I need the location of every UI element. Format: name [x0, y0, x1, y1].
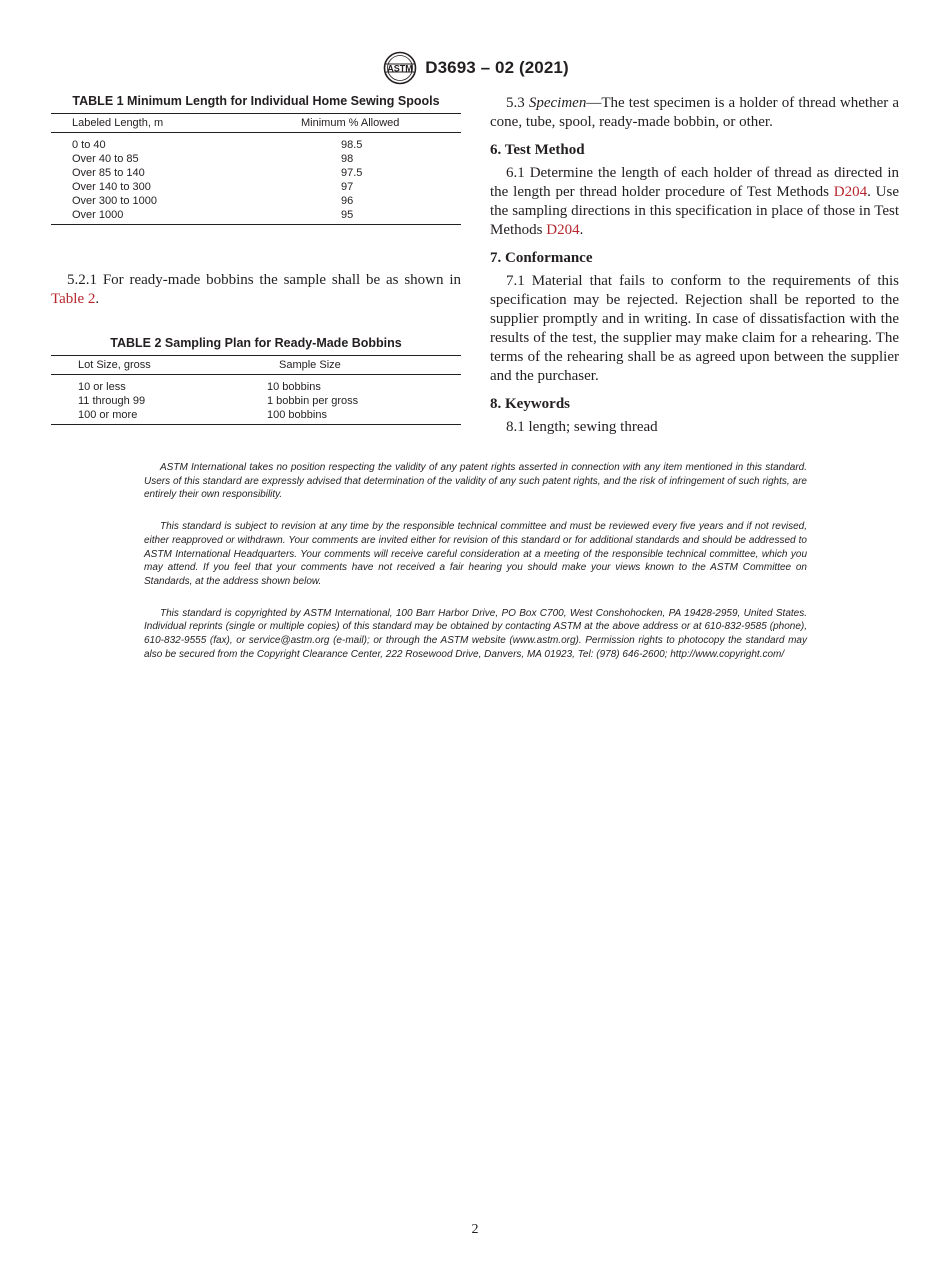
table-row	[51, 152, 461, 166]
table-row	[51, 133, 461, 153]
table2-link[interactable]: Table 2	[51, 291, 96, 307]
table-cell: 11 through 99	[78, 395, 146, 407]
table-cell: Over 1000	[72, 209, 124, 221]
table-cell: 0 to 40	[72, 139, 106, 151]
term-specimen: Specimen	[528, 95, 587, 111]
section-7-heading: 7. Conformance	[490, 250, 593, 266]
table-cell: 10 bobbins	[267, 381, 321, 393]
paragraph-6-1	[490, 164, 899, 240]
page-number: 2	[471, 1222, 479, 1237]
table-cell: 97.5	[341, 167, 363, 179]
table2	[51, 355, 461, 425]
paragraph-8-1: 8.1 length; sewing thread	[506, 419, 658, 435]
table-row	[51, 208, 461, 225]
document-designation: D3693 – 02 (2021)	[425, 58, 569, 77]
table-cell: 100 bobbins	[267, 409, 327, 421]
table-cell: Over 40 to 85	[72, 153, 139, 165]
table-row	[51, 375, 461, 395]
paragraph-text: .	[579, 222, 584, 238]
table2-col-header: Lot Size, gross	[78, 359, 151, 371]
table-cell: 98	[341, 153, 354, 165]
table1-col-header: Labeled Length, m	[72, 117, 164, 129]
astm-logo-icon	[381, 51, 419, 85]
section-8-heading: 8. Keywords	[490, 396, 570, 412]
d204-link[interactable]: D204	[833, 184, 868, 200]
legal-notes	[144, 461, 807, 661]
table-cell: 100 or more	[78, 409, 138, 421]
paragraph-text: 5.2.1 For ready-made bobbins the sample shall be as shown in	[67, 272, 461, 288]
table2-col-header: Sample Size	[279, 359, 341, 371]
table-cell: 96	[341, 195, 354, 207]
table-cell: Over 140 to 300	[72, 181, 151, 193]
table-row	[51, 194, 461, 208]
table-cell: 97	[341, 181, 354, 193]
table1	[51, 113, 461, 225]
table-cell: 1 bobbin per gross	[267, 395, 359, 407]
table-cell: Over 300 to 1000	[72, 195, 158, 207]
revision-note: This standard is subject to revision at any time by the responsible technical committee and must be reviewed every five years and if not revised, either reapproved or withdrawn. Your comments are invited either for revision of this standard or for additional standards and should be addressed to ASTM International Headquarters. Your comments will receive careful consideration at a meeting of the responsible technical committee, which you may attend. If you feel that your comments have not received a fair hearing you should make your views known to the ASTM Committee on Standards, at the address shown below.	[144, 521, 807, 587]
table1-title: TABLE 1 Minimum Length for Individual Home Sewing Spools	[72, 94, 440, 108]
table1-col-header: Minimum % Allowed	[301, 117, 400, 129]
table-row	[51, 166, 461, 180]
table-cell: Over 85 to 140	[72, 167, 145, 179]
table-cell: 95	[341, 209, 354, 221]
patent-note: ASTM International takes no position respecting the validity of any patent rights asserted in connection with any item mentioned in this standard. Users of this standard are expressly advised that determination of the validity of any such patent rights, and the risk of infringement of such rights, are entirely their own responsibility.	[144, 462, 807, 501]
paragraph-5-3	[490, 94, 899, 132]
table2-title: TABLE 2 Sampling Plan for Ready-Made Bobbins	[110, 336, 402, 350]
paragraph-7-1: 7.1 Material that fails to conform to the requirements of this specification may be rejected. Rejection shall be reported to the supplier promptly and in writing. In case of dissatisfaction with the results of the test, the supplier may make claim for a rehearing. The terms of the rehearing shall be as agreed upon between the supplier and the purchaser.	[490, 273, 899, 384]
page-header	[0, 51, 950, 85]
paragraph-text: .	[95, 291, 100, 307]
paragraph-number: 5.3	[506, 95, 529, 111]
table-cell: 10 or less	[78, 381, 126, 393]
paragraph-text: . Use the sampling directions in this specification in place of those in Test Methods	[490, 184, 900, 238]
copyright-note: This standard is copyrighted by ASTM International, 100 Barr Harbor Drive, PO Box C700, West Conshohocken, PA 19428-2959, United States. Individual reprints (single or multiple copies) of this standard may be obtained by contacting ASTM at the above address or at 610-832-9585 (phone), 610-832-9555 (fax), or service@astm.org (e-mail); or through the ASTM website (www.astm.org). Permission rights to photocopy the standard may also be secured from the Copyright Clearance Center, 222 Rosewood Drive, Danvers, MA 01923, Tel: (978) 646-2600; http://www.copyright.com/	[144, 607, 807, 660]
table-row	[51, 408, 461, 425]
paragraph-5-2-1	[51, 271, 461, 309]
paragraph-text: 6.1 Determine the length of each holder of thread as directed in the length per thread holder procedure of Test Methods	[490, 165, 899, 200]
left-column	[51, 94, 461, 425]
table-cell: 98.5	[341, 139, 363, 151]
svg-text:ASTM: ASTM	[387, 63, 413, 74]
section-6-heading: 6. Test Method	[490, 142, 585, 158]
right-column	[490, 94, 899, 437]
table-row	[51, 180, 461, 194]
table-row	[51, 394, 461, 408]
d204-link[interactable]: D204	[546, 222, 580, 238]
paragraph-text: —The test specimen is a holder of thread whether a cone, tube, spool, ready-made bobbin, or other.	[490, 95, 899, 130]
